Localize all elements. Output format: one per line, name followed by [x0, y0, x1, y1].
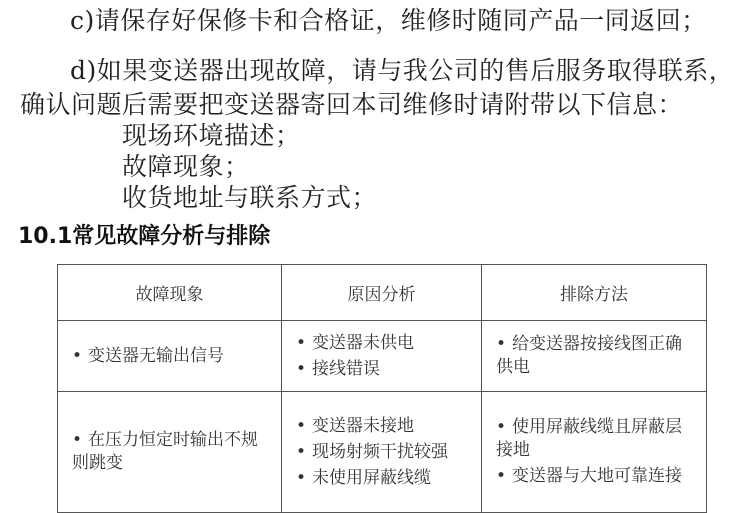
solution-cell [482, 321, 707, 392]
cause-cell [282, 392, 482, 513]
solution-cell [482, 392, 707, 513]
table-row [58, 321, 707, 392]
info-item-address: 收货地址与联系方式； [122, 183, 378, 212]
cause-cell [282, 321, 482, 392]
list-item: • 未使用屏蔽线缆 [296, 467, 432, 488]
paragraph-d-line2: 确认问题后需要把变送器寄回本司维修时请附带以下信息： [20, 90, 684, 119]
symptom-cell [58, 321, 282, 392]
info-item-symptom: 故障现象； [122, 152, 250, 181]
info-item-environment: 现场环境描述； [122, 121, 301, 150]
header-cause: 原因分析 [282, 265, 482, 321]
paragraph-d-line1: d)如果变送器出现故障，请与我公司的售后服务取得联系， [70, 56, 735, 85]
list-item: • 给变送器按接线图正确供电 [496, 334, 683, 377]
list-item: • 变送器与大地可靠连接 [496, 466, 683, 486]
table-row [58, 392, 707, 513]
list-item: • 接线错误 [296, 358, 381, 379]
list-item: • 在压力恒定时输出不规则跳变 [72, 430, 259, 473]
paragraph-c: c)请保存好保修卡和合格证，维修时随同产品一同返回； [70, 6, 707, 35]
header-symptom: 故障现象 [58, 265, 282, 321]
list-item: • 变送器未接地 [296, 415, 415, 436]
fault-table [57, 264, 707, 513]
list-item: • 变送器未供电 [296, 332, 415, 353]
section-heading: 10.1常见故障分析与排除 [18, 224, 271, 249]
header-solution: 排除方法 [482, 265, 707, 321]
table-header-row [58, 265, 707, 321]
list-item: • 变送器无输出信号 [72, 345, 225, 366]
list-item: • 使用屏蔽线缆且屏蔽层接地 [496, 417, 683, 460]
symptom-cell [58, 392, 282, 513]
list-item: • 现场射频干扰较强 [296, 441, 449, 462]
